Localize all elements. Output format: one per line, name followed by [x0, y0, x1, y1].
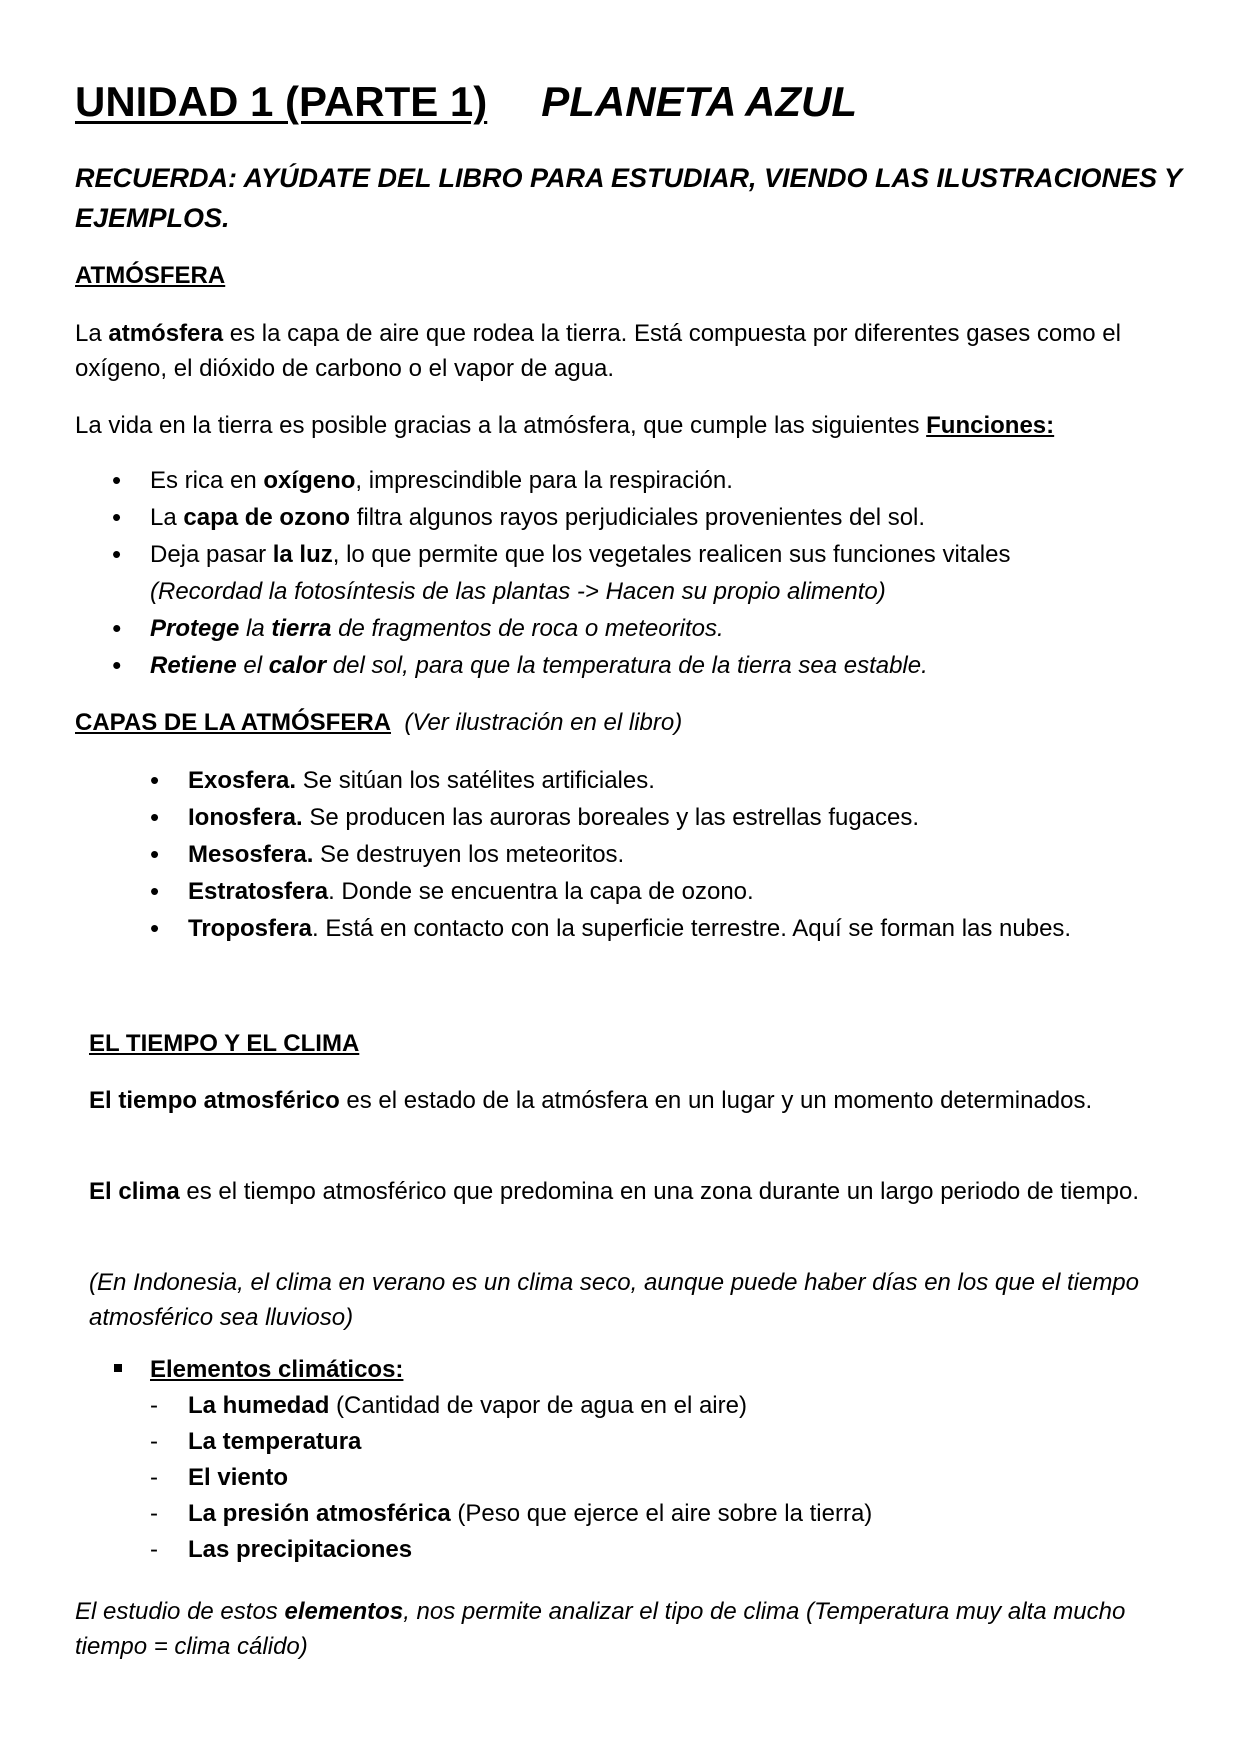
list-item — [150, 536, 1190, 610]
item-text: la — [239, 615, 272, 642]
item-text: el — [236, 652, 269, 679]
elements-heading: Elementos climáticos: — [150, 1356, 404, 1383]
element-name: El viento — [188, 1464, 289, 1491]
definition-bold: atmósfera — [108, 320, 224, 347]
element-desc: (Cantidad de vapor de agua en el aire) — [329, 1392, 747, 1419]
layers-list — [188, 762, 1198, 947]
elements-list — [188, 1388, 1188, 1568]
weather-definition — [89, 1083, 1109, 1118]
item-bold: la luz — [272, 541, 333, 568]
unit-title: UNIDAD 1 (PARTE 1) — [75, 78, 488, 125]
climate-term: El clima — [89, 1178, 180, 1205]
list-item — [188, 1532, 1188, 1568]
item-text: de fragmentos de roca o meteoritos. — [331, 615, 724, 642]
element-desc: (Peso que ejerce el aire sobre la tierra) — [450, 1500, 873, 1527]
item-bold: oxígeno — [263, 467, 356, 494]
conclusion-bold: elementos — [284, 1598, 404, 1625]
layer-name: Troposfera — [188, 915, 313, 942]
element-name: La temperatura — [188, 1428, 362, 1455]
conclusion-pre: El estudio de estos — [75, 1598, 285, 1625]
functions-intro-text: La vida en la tierra es posible gracias a la atmósfera, que cumple las siguientes — [75, 412, 927, 439]
page-title — [75, 78, 857, 126]
functions-label: Funciones: — [926, 412, 1055, 439]
reminder-note: RECUERDA: AYÚDATE DEL LIBRO PARA ESTUDIAR, VIENDO LAS ILUSTRACIONES Y EJEMPLOS. — [75, 163, 1182, 233]
conclusion-post: , nos permite analizar el tipo de clima (Temperatura muy alta mucho tiempo = clima cálido) — [75, 1598, 1126, 1660]
list-item — [188, 799, 1198, 836]
list-item — [150, 647, 1190, 684]
item-text: Es rica en — [150, 467, 264, 494]
layers-heading-row — [75, 709, 682, 737]
list-item — [188, 1388, 1188, 1424]
element-name: Las precipitaciones — [188, 1536, 413, 1563]
functions-list — [150, 462, 1190, 684]
definition-post: es la capa de aire que rodea la tierra. Está compuesta por diferentes gases como el oxígeno, el dióxido de carbono o el vapor de agua. — [75, 320, 1121, 382]
layer-desc: Se producen las auroras boreales y las estrellas fugaces. — [302, 804, 920, 831]
definition-pre: La — [75, 320, 109, 347]
weather-heading: EL TIEMPO Y EL CLIMA — [89, 1030, 360, 1057]
climate-example: (En Indonesia, el clima en verano es un clima seco, aunque puede haber días en los que el tiempo atmosférico sea lluvioso) — [89, 1269, 1139, 1331]
item-bold: Retiene — [150, 652, 237, 679]
item-bold: Protege — [150, 615, 240, 642]
list-item — [188, 836, 1198, 873]
unit-subtitle: PLANETA AZUL — [541, 78, 857, 125]
layers-heading: CAPAS DE LA ATMÓSFERA — [75, 709, 391, 736]
weather-def: es el estado de la atmósfera en un lugar y un momento determinados. — [339, 1087, 1093, 1114]
item-text: filtra algunos rayos perjudiciales provenientes del sol. — [350, 504, 926, 531]
layer-name: Estratosfera — [188, 878, 329, 905]
item-text: La — [150, 504, 184, 531]
layer-desc: . Está en contacto con la superficie terrestre. Aquí se forman las nubes. — [312, 915, 1072, 942]
item-bold: capa de ozono — [183, 504, 351, 531]
item-text: del sol, para que la temperatura de la tierra sea estable. — [326, 652, 928, 679]
layer-desc: . Donde se encuentra la capa de ozono. — [328, 878, 754, 905]
layer-desc: Se destruyen los meteoritos. — [313, 841, 625, 868]
layer-name: Exosfera. — [188, 767, 297, 794]
list-item — [188, 1424, 1188, 1460]
element-name: La humedad — [188, 1392, 330, 1419]
item-text: Deja pasar — [150, 541, 273, 568]
layer-name: Ionosfera. — [188, 804, 303, 831]
atmosphere-heading: ATMÓSFERA — [75, 262, 226, 289]
climate-definition — [89, 1174, 1189, 1209]
list-item — [188, 1460, 1188, 1496]
item-text: , lo que permite que los vegetales realicen sus funciones vitales — [332, 541, 1011, 568]
conclusion — [75, 1594, 1165, 1664]
weather-term: El tiempo atmosférico — [89, 1087, 340, 1114]
list-item — [188, 1496, 1188, 1532]
layer-desc: Se sitúan los satélites artificiales. — [296, 767, 655, 794]
climate-def: es el tiempo atmosférico que predomina en una zona durante un largo periodo de tiempo. — [179, 1178, 1139, 1205]
list-item — [188, 873, 1198, 910]
layer-name: Mesosfera. — [188, 841, 314, 868]
item-bold: tierra — [271, 615, 332, 642]
element-name: La presión atmosférica — [188, 1500, 451, 1527]
item-text: , imprescindible para la respiración. — [355, 467, 733, 494]
list-item — [188, 762, 1198, 799]
item-bold: calor — [268, 652, 327, 679]
photosynthesis-note: (Recordad la fotosíntesis de las plantas -> Hacen su propio alimento) — [150, 578, 886, 605]
elements-heading-row — [150, 1352, 1241, 1388]
functions-intro — [75, 408, 1185, 443]
square-bullet-icon — [114, 1364, 122, 1372]
list-item — [150, 499, 1190, 536]
list-item — [150, 462, 1190, 499]
atmosphere-definition — [75, 316, 1165, 386]
layers-note: (Ver ilustración en el libro) — [404, 709, 683, 736]
list-item — [150, 610, 1190, 647]
list-item — [188, 910, 1198, 947]
